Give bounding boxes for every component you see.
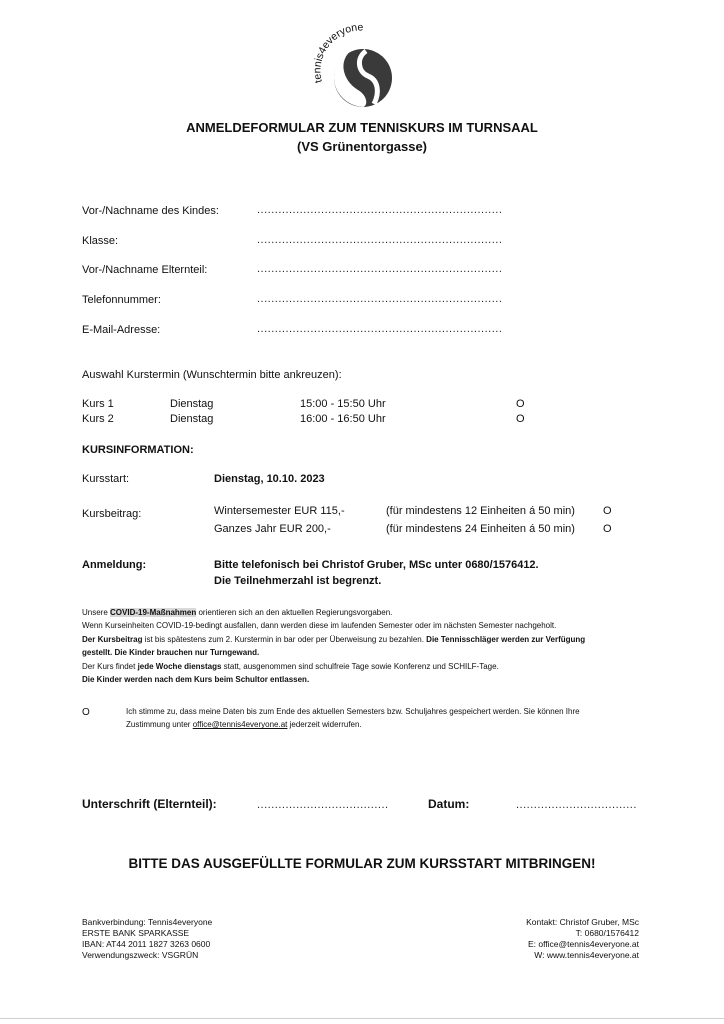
tennis-ball-logo-icon [308,20,412,114]
course-notes: Unsere COVID-19-Maßnahmen orientieren sich an den aktuellen Regierungsvorgaben. Wenn Kurseinheiten COVID-19-bedingt ausfallen, dann werden diese im laufenden Semester oder im nächsten Semester nachgeholt. Der Kursbeitrag ist bis spätestens zum 2. Kurstermin in bar oder per Überweisung zu bezahlen. Die Tennisschläger werden zur Verfügung gestellt. Die Kinder brauchen nur Turngewand. Der Kurs findet jede Woche dienstags statt, ausgenommen sind schulfreie Tage sowie Konferenz und SCHILF-Tage. Die Kinder werden nach dem Kurs beim Schultor entlassen. [82,608,586,685]
field-label-class: Klasse: [82,235,119,247]
reminder-banner: BITTE DAS AUSGEFÜLLTE FORMULAR ZUM KURSSTART MITBRINGEN! [128,856,596,871]
fee-option-note: (für mindestens 12 Einheiten á 50 min) [386,505,575,517]
course-start-label: Kursstart: [82,473,130,485]
date-blank[interactable]: .................................. [516,799,637,811]
course-checkbox[interactable]: O [516,398,525,410]
consent-checkbox[interactable]: O [82,707,90,718]
field-label-parent-name: Vor-/Nachname Elternteil: [82,264,208,276]
signature-label: Unterschrift (Elternteil): [82,797,217,811]
fee-option-note: (für mindestens 24 Einheiten á 50 min) [386,523,575,535]
form-subtitle: (VS Grünentorgasse) [296,139,428,154]
contact-details: Kontakt: Christof Gruber, MSc T: 0680/1576412 E: office@tennis4everyone.at W: www.tennis4everyone.at [526,917,639,960]
course-day: Dienstag [170,413,214,425]
bank-details: Bankverbindung: Tennis4everyone ERSTE BANK SPARKASSE IBAN: AT44 2011 1827 3263 0600 Verwendungszweck: VSGRÜN [82,917,213,960]
field-blank-child-name[interactable]: ..................................................................... [257,204,503,216]
course-name: Kurs 1 [82,398,114,410]
course-name: Kurs 2 [82,413,114,425]
course-selection-label: Auswahl Kurstermin (Wunschtermin bitte ankreuzen): [82,369,342,381]
date-label: Datum: [428,797,470,811]
course-fee-label: Kursbeitrag: [82,508,142,520]
fee-option-checkbox[interactable]: O [603,523,612,535]
field-label-phone: Telefonnummer: [82,294,161,306]
registration-instructions: Bitte telefonisch bei Christof Gruber, MSc unter 0680/1576412. [214,559,539,571]
field-blank-email[interactable]: ..................................................................... [257,323,503,335]
consent-email-link[interactable]: office@tennis4everyone.at [192,720,288,730]
fee-option-name: Wintersemester EUR 115,- [214,505,345,517]
course-day: Dienstag [170,398,214,410]
course-time: 15:00 - 15:50 Uhr [300,398,386,410]
form-title: ANMELDEFORMULAR ZUM TENNISKURS IM TURNSAAL [186,120,538,135]
consent-text: Ich stimme zu, dass meine Daten bis zum Ende des aktuellen Semesters bzw. Schuljahres gespeichert werden. Sie können Ihre Zustimmung unter office@tennis4everyone.at jederzeit widerrufen. [126,707,580,730]
course-time: 16:00 - 16:50 Uhr [300,413,386,425]
registration-limit: Die Teilnehmerzahl ist begrenzt. [214,575,382,587]
fee-option-checkbox[interactable]: O [603,505,612,517]
field-label-child-name: Vor-/Nachname des Kindes: [82,205,219,217]
field-blank-phone[interactable]: ..................................................................... [257,293,503,305]
covid-highlight: COVID-19-Maßnahmen [110,608,197,617]
field-label-email: E-Mail-Adresse: [82,324,161,336]
field-blank-class[interactable]: ..................................................................... [257,234,503,246]
fee-option-name: Ganzes Jahr EUR 200,- [214,523,331,535]
field-blank-parent-name[interactable]: ..................................................................... [257,263,503,275]
registration-label: Anmeldung: [82,559,147,571]
logo-text: tennis4everyone [311,21,364,85]
signature-blank[interactable]: ..................................... [257,799,389,811]
scan-edge-line [0,1018,724,1019]
course-checkbox[interactable]: O [516,413,525,425]
course-start-value: Dienstag, 10.10. 2023 [214,473,325,485]
course-info-heading: KURSINFORMATION: [82,444,194,456]
